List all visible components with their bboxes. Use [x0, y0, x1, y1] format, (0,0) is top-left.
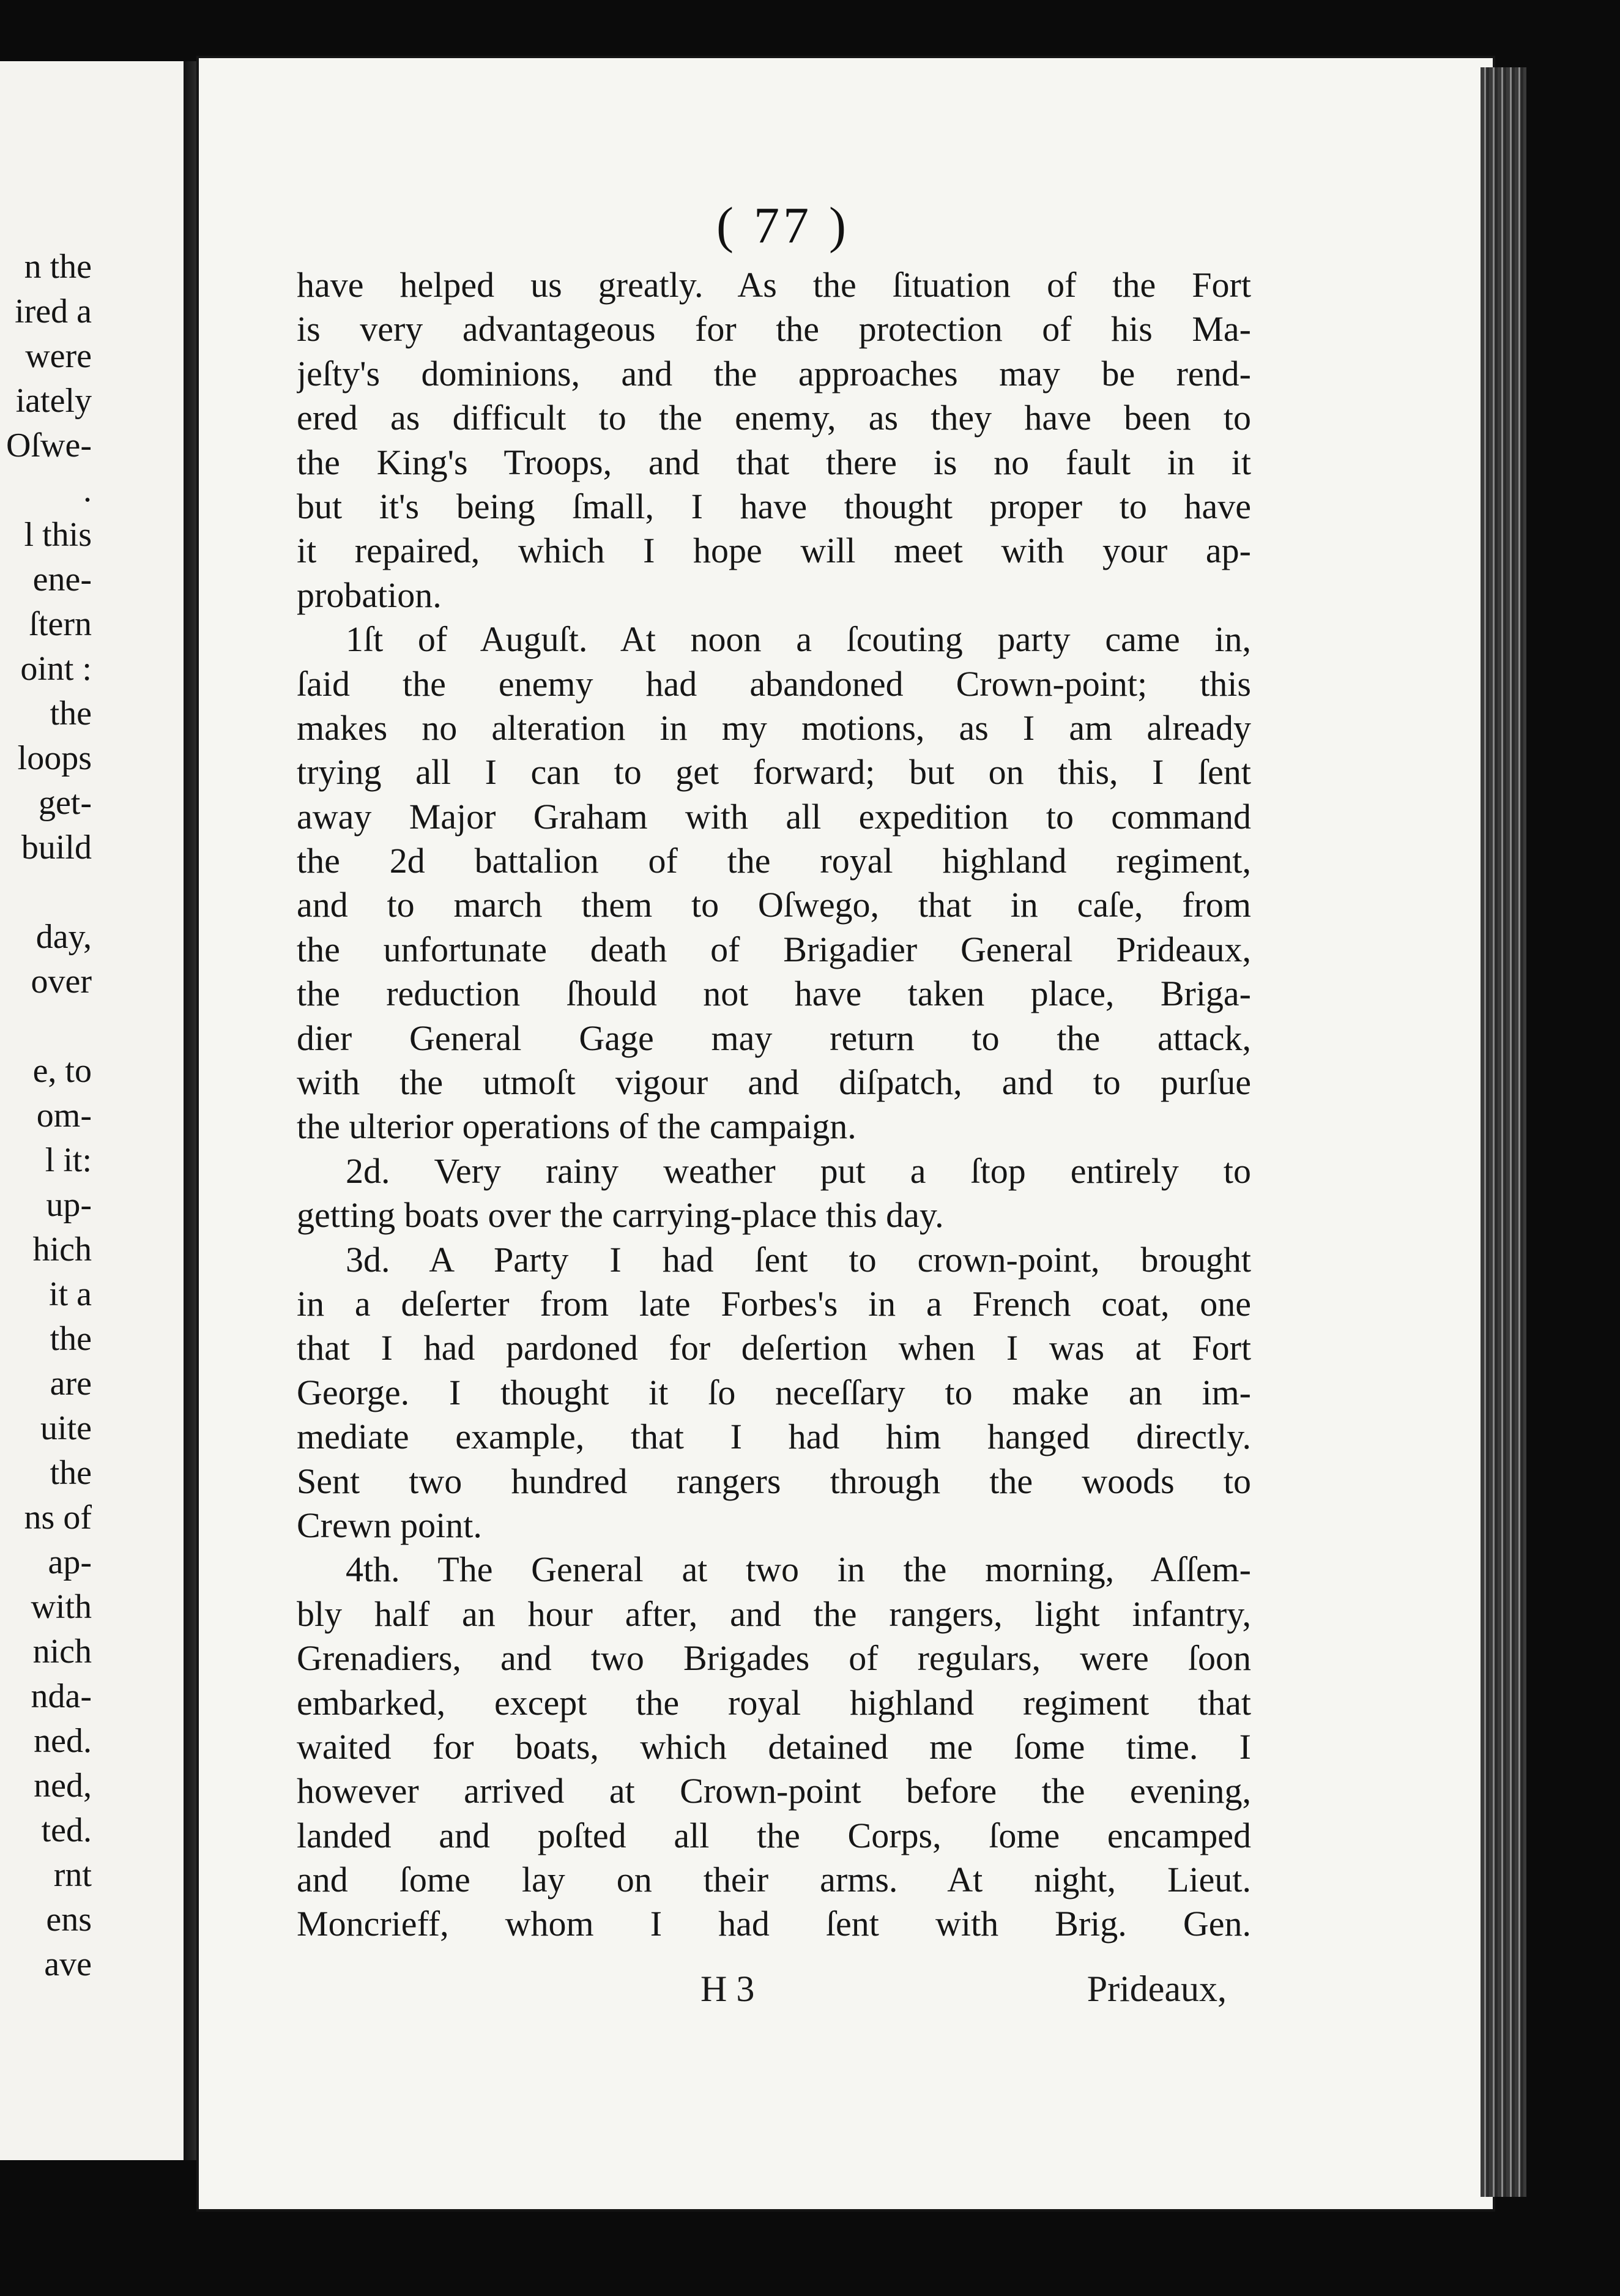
facing-line: ene-: [32, 561, 92, 598]
text-line: have helped us greatly. As the ſituation of the Fort: [297, 265, 1251, 305]
text-line: the reduction ſhould not have taken place, Briga-: [297, 974, 1251, 1014]
facing-line: build: [21, 829, 92, 867]
text-line: Sent two hundred rangers through the woods to: [297, 1461, 1251, 1501]
facing-line: om-: [36, 1097, 92, 1135]
facing-line: ned.: [34, 1722, 92, 1760]
text-line: dier General Gage may return to the attack,: [297, 1018, 1251, 1058]
facing-line: [0, 1004, 92, 1049]
text-line: 2d. Very rainy weather put a ſtop entirely to: [346, 1150, 1251, 1191]
facing-line: ap-: [48, 1543, 92, 1581]
text-line: Moncrieff, whom I had ſent with Brig. Gen.: [297, 1904, 1251, 1944]
text-line: the King's Troops, and that there is no fault in it: [297, 442, 1251, 482]
facing-page-left: [0, 61, 193, 2160]
facing-line: ave: [44, 1945, 92, 1983]
facing-line: it a: [49, 1275, 92, 1313]
facing-page-text: [0, 245, 92, 1987]
page-edge: [1481, 67, 1526, 2197]
text-line: landed and poſted all the Corps, ſome encamped: [297, 1815, 1251, 1855]
text-line: the ulterior operations of the campaign.: [297, 1106, 856, 1147]
text-line: embarked, except the royal highland regiment that: [297, 1682, 1251, 1723]
text-line: 3d. A Party I had ſent to crown-point, brought: [346, 1239, 1251, 1280]
text-line: the 2d battalion of the royal highland regiment,: [297, 841, 1251, 881]
facing-line: .: [83, 471, 92, 509]
text-line: probation.: [297, 575, 442, 615]
facing-line: ns of: [24, 1499, 92, 1537]
text-line: makes no alteration in my motions, as I am already: [297, 707, 1251, 748]
facing-line: oint :: [20, 650, 92, 688]
facing-line: l it:: [45, 1141, 92, 1179]
text-line: however arrived at Crown-point before the evening,: [297, 1771, 1251, 1811]
text-line: that I had pardoned for deſertion when I was at Fort: [297, 1328, 1251, 1368]
text-line: 4th. The General at two in the morning, Aſſem-: [346, 1549, 1251, 1590]
facing-line: the: [50, 695, 92, 732]
text-line: ſaid the enemy had abandoned Crown-point; this: [297, 663, 1251, 704]
text-line: mediate example, that I had him hanged directly.: [297, 1417, 1251, 1457]
text-line: Grenadiers, and two Brigades of regulars, were ſoon: [297, 1638, 1251, 1679]
facing-line: up-: [46, 1186, 92, 1224]
text-line: is very advantageous for the protection of his Ma-: [297, 309, 1251, 349]
facing-line: over: [31, 963, 92, 1001]
signature-mark: H 3: [700, 1969, 755, 2009]
text-line: and to march them to Oſwego, that in caſe, from: [297, 885, 1251, 925]
facing-line: iately: [15, 382, 92, 420]
text-line: ered as difficult to the enemy, as they have been to: [297, 398, 1251, 438]
text-line: with the utmoſt vigour and diſpatch, and to purſue: [297, 1062, 1251, 1103]
text-line: the unfortunate death of Brigadier General Prideaux,: [297, 929, 1251, 969]
text-line: it repaired, which I hope will meet with your ap-: [297, 531, 1251, 571]
facing-line: ſtern: [29, 605, 92, 643]
facing-line: nda-: [31, 1677, 92, 1715]
text-line: and ſome lay on their arms. At night, Lieut.: [297, 1860, 1251, 1900]
facing-line: n the: [24, 248, 92, 286]
facing-line: [0, 870, 92, 915]
facing-line: day,: [35, 918, 92, 956]
text-line: waited for boats, which detained me ſome time. I: [297, 1726, 1251, 1767]
facing-line: l this: [24, 516, 92, 554]
facing-line: the: [50, 1454, 92, 1492]
facing-line: ted.: [41, 1811, 92, 1849]
text-line: 1ſt of Auguſt. At noon a ſcouting party came in,: [346, 619, 1251, 660]
text-line: in a deſerter from late Forbes's in a French coat, one: [297, 1283, 1251, 1324]
facing-line: were: [25, 337, 92, 375]
facing-line: ned,: [34, 1767, 92, 1805]
facing-line: with: [31, 1588, 92, 1626]
text-line: but it's being ſmall, I have thought proper to have: [297, 486, 1251, 526]
page-number: ( 77 ): [716, 197, 850, 254]
facing-line: e, to: [32, 1052, 92, 1090]
facing-line: rnt: [53, 1856, 92, 1894]
text-line: Crewn point.: [297, 1505, 482, 1545]
text-line: away Major Graham with all expedition to command: [297, 796, 1251, 837]
text-line: jeſty's dominions, and the approaches may be rend-: [297, 353, 1251, 393]
page-body: [297, 263, 1251, 1947]
facing-line: nich: [32, 1633, 92, 1671]
facing-line: are: [50, 1365, 92, 1403]
facing-line: hich: [32, 1231, 92, 1269]
facing-line: uite: [40, 1409, 92, 1447]
facing-line: get-: [38, 784, 92, 822]
text-line: getting boats over the carrying-place this day.: [297, 1195, 944, 1236]
facing-line: ens: [46, 1901, 92, 1939]
catchword: Prideaux,: [1087, 1969, 1227, 2009]
text-line: George. I thought it ſo neceſſary to make an im-: [297, 1372, 1251, 1412]
facing-line: loops: [17, 739, 92, 777]
facing-line: Oſwe-: [6, 427, 92, 464]
page-footer: [297, 1968, 1227, 2017]
text-line: trying all I can to get forward; but on this, I ſent: [297, 752, 1251, 792]
facing-line: ired a: [15, 293, 92, 330]
text-line: bly half an hour after, and the rangers, light infantry,: [297, 1593, 1251, 1634]
facing-line: the: [50, 1320, 92, 1358]
